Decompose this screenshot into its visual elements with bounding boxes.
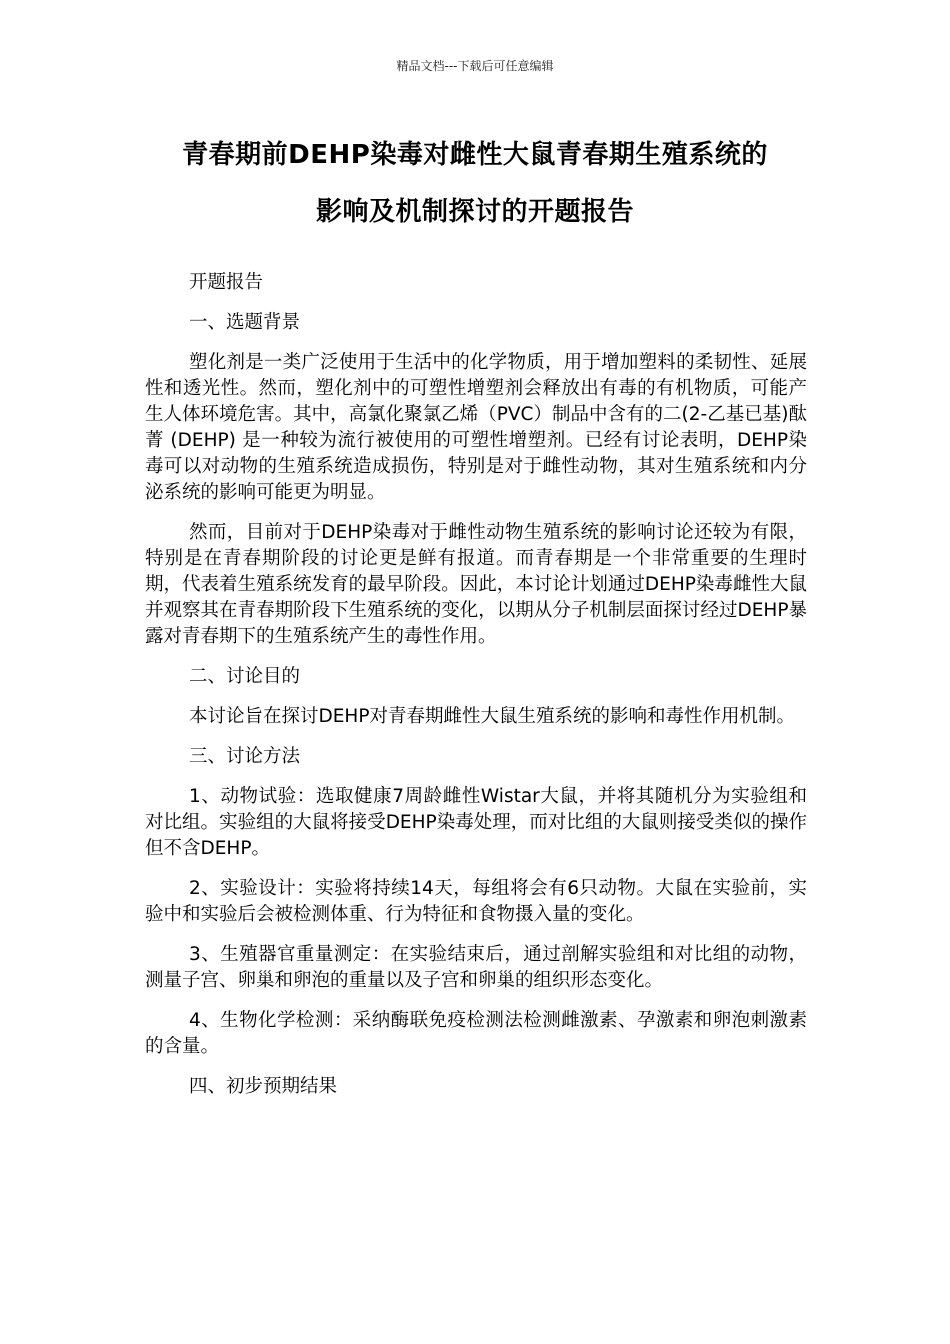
background-paragraph-2: 然而，目前对于DEHP染毒对于雌性动物生殖系统的影响讨论还较为有限，特别是在青春期阶段的讨论更是鲜有报道。而青春期是一个非常重要的生理时期，代表着生殖系统发育的最早阶段。因此，本讨论计划通过DEHP染毒雌性大鼠并观察其在青春期阶段下生殖系统的变化，以期从分子机制层面探讨经过DEHP暴露对青春期下的生殖系统产生的毒性作用。 [145,522,807,647]
document-body [145,270,807,1114]
section-heading-purpose: 二、讨论目的 [189,666,301,687]
page-header: 精品文档---下载后可任意编辑 [396,59,554,73]
method-item-4: 4、生物化学检测：采纳酶联免疫检测法检测雌激素、孕激素和卵泡刺激素的含量。 [145,1010,807,1057]
method-item-3: 3、生殖器官重量测定：在实验结束后，通过剖解实验组和对比组的动物，测量子宫、卵巢和卵泡的重量以及子宫和卵巢的组织形态变化。 [145,944,807,991]
method-item-1: 1、动物试验：选取健康7周龄雌性Wistar大鼠，并将其随机分为实验组和对比组。实验组的大鼠将接受DEHP染毒处理，而对比组的大鼠则接受类似的操作但不含DEHP。 [145,786,807,859]
purpose-paragraph: 本讨论旨在探讨DEHP对青春期雌性大鼠生殖系统的影响和毒性作用机制。 [189,706,796,727]
section-heading-background: 一、选题背景 [189,312,301,333]
method-item-2: 2、实验设计：实验将持续14天，每组将会有6只动物。大鼠在实验前，实验中和实验后会被检测体重、行为特征和食物摄入量的变化。 [145,878,807,925]
document-title-line-1: 青春期前DEHP染毒对雌性大鼠青春期生殖系统的 [182,140,768,170]
background-paragraph-1: 塑化剂是一类广泛使用于生活中的化学物质，用于增加塑料的柔韧性、延展性和透光性。然而，塑化剂中的可塑性增塑剂会释放出有毒的有机物质，可能产生人体环境危害。其中，高氯化聚氯乙烯（PVC）制品中含有的二(2-乙基已基)酞菁 (DEHP) 是一种较为流行被使用的可塑性增塑剂。已经有讨论表明，DEHP染毒可以对动物的生殖系统造成损伤，特别是对于雌性动物，其对生殖系统和内分泌系统的影响可能更为明显。 [145,352,807,503]
section-heading-methods: 三、讨论方法 [189,746,301,767]
section-heading-expected-results: 四、初步预期结果 [189,1076,338,1097]
document-title-line-2: 影响及机制探讨的开题报告 [315,197,634,227]
report-label: 开题报告 [189,272,264,293]
